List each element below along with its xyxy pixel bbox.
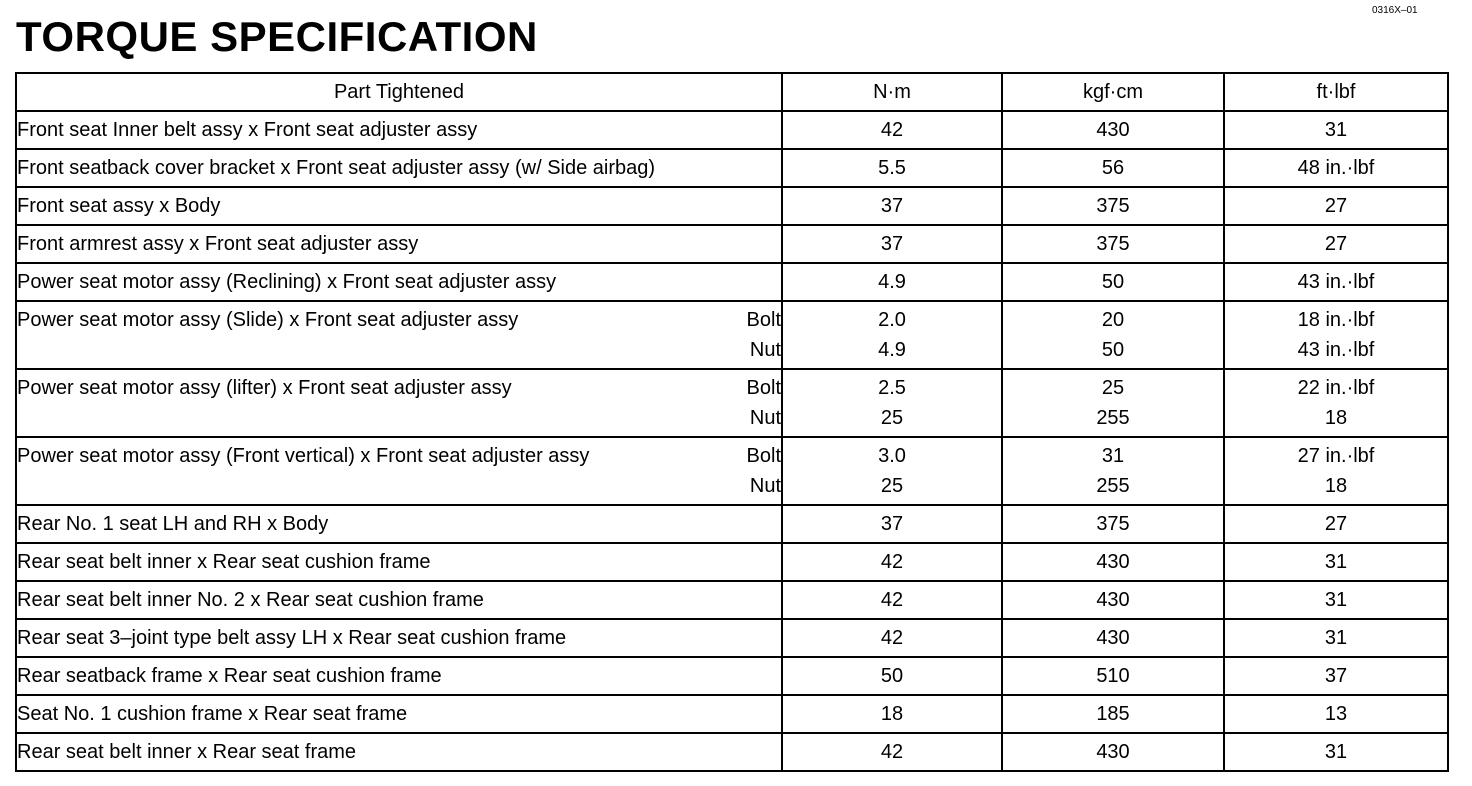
page-title: TORQUE SPECIFICATION (16, 13, 538, 60)
torque-nm-cell (782, 111, 1002, 149)
torque-kgf-cm-cell (1002, 369, 1224, 437)
part-tightened-cell (16, 111, 782, 149)
table-row (16, 187, 1448, 225)
torque-nm-value: 2.5 (878, 377, 906, 399)
torque-nm-cell (782, 505, 1002, 543)
torque-ft-lbf-value: 27 (1324, 513, 1348, 535)
torque-ft-lbf-cell (1224, 657, 1448, 695)
torque-nm-cell (782, 149, 1002, 187)
part-cell-content (17, 585, 781, 615)
torque-kgf-cm-cell (1002, 301, 1224, 369)
part-tightened-cell (16, 225, 782, 263)
table-row (16, 111, 1448, 149)
part-cell-content (17, 509, 781, 539)
torque-ft-lbf-value: 18 (1324, 475, 1348, 497)
part-tightened-text: Front seat Inner belt assy x Front seat adjuster assy (17, 119, 478, 141)
table-row (16, 437, 1448, 505)
part-tightened-cell (16, 187, 782, 225)
torque-ft-lbf-value: 37 (1324, 665, 1348, 687)
torque-nm-value: 25 (880, 407, 904, 429)
part-cell-content (17, 373, 781, 433)
torque-kgf-cm-value: 430 (1096, 551, 1130, 573)
part-tightened-cell (16, 619, 782, 657)
torque-kgf-cm-value: 185 (1096, 703, 1130, 725)
torque-ft-lbf-cell (1224, 619, 1448, 657)
torque-kgf-cm-value: 56 (1101, 157, 1125, 179)
torque-ft-lbf-value: 13 (1324, 703, 1348, 725)
torque-ft-lbf-value: 31 (1324, 627, 1348, 649)
document-code: 0316X–01 (1372, 5, 1418, 16)
header-newton-meter: N·m (782, 73, 1002, 111)
fastener-label: Bolt (746, 377, 781, 399)
part-cell-content (17, 115, 781, 145)
torque-nm-value: 18 (880, 703, 904, 725)
torque-kgf-cm-cell (1002, 187, 1224, 225)
torque-nm-value: 2.0 (878, 309, 906, 331)
torque-nm-cell (782, 581, 1002, 619)
part-tightened-text: Power seat motor assy (Reclining) x Front seat adjuster assy (17, 271, 557, 293)
fastener-label: Bolt (746, 445, 781, 467)
table-row (16, 581, 1448, 619)
torque-ft-lbf-cell (1224, 301, 1448, 369)
fastener-label: Nut (749, 475, 781, 497)
torque-kgf-cm-cell (1002, 505, 1224, 543)
fastener-label: Nut (749, 407, 781, 429)
torque-nm-value: 4.9 (878, 339, 906, 361)
part-cell-content (17, 153, 781, 183)
part-tightened-text: Rear seatback frame x Rear seat cushion frame (17, 665, 442, 687)
part-tightened-text: Rear seat belt inner x Rear seat frame (17, 741, 357, 763)
torque-kgf-cm-cell (1002, 225, 1224, 263)
part-tightened-text: Front seat assy x Body (17, 195, 221, 217)
torque-ft-lbf-cell (1224, 505, 1448, 543)
torque-nm-value: 37 (880, 513, 904, 535)
part-cell-content (17, 267, 781, 297)
torque-kgf-cm-value: 20 (1101, 309, 1125, 331)
torque-nm-cell (782, 437, 1002, 505)
part-tightened-cell (16, 301, 782, 369)
torque-nm-value: 37 (880, 233, 904, 255)
part-tightened-cell (16, 263, 782, 301)
part-tightened-cell (16, 581, 782, 619)
fastener-list (747, 441, 781, 501)
torque-kgf-cm-cell (1002, 695, 1224, 733)
part-tightened-cell (16, 543, 782, 581)
table-row (16, 733, 1448, 771)
torque-nm-cell (782, 619, 1002, 657)
part-tightened-cell (16, 733, 782, 771)
torque-kgf-cm-value: 430 (1096, 119, 1130, 141)
torque-ft-lbf-cell (1224, 543, 1448, 581)
torque-ft-lbf-value: 22 in.·lbf (1297, 377, 1375, 399)
torque-ft-lbf-cell (1224, 369, 1448, 437)
torque-ft-lbf-value: 27 (1324, 233, 1348, 255)
part-tightened-cell (16, 437, 782, 505)
header-part-tightened: Part Tightened (16, 73, 782, 111)
table-row (16, 543, 1448, 581)
torque-nm-value: 42 (880, 119, 904, 141)
part-tightened-cell (16, 505, 782, 543)
torque-nm-cell (782, 369, 1002, 437)
torque-kgf-cm-value: 255 (1096, 475, 1130, 497)
torque-ft-lbf-value: 27 in.·lbf (1297, 445, 1375, 467)
torque-ft-lbf-value: 43 in.·lbf (1297, 339, 1375, 361)
torque-nm-cell (782, 187, 1002, 225)
part-tightened-cell (16, 369, 782, 437)
fastener-list (747, 305, 781, 365)
torque-ft-lbf-value: 31 (1324, 741, 1348, 763)
torque-kgf-cm-cell (1002, 581, 1224, 619)
part-tightened-text: Rear seat belt inner x Rear seat cushion frame (17, 551, 431, 573)
torque-nm-cell (782, 225, 1002, 263)
torque-ft-lbf-cell (1224, 225, 1448, 263)
torque-ft-lbf-cell (1224, 695, 1448, 733)
part-tightened-text: Rear No. 1 seat LH and RH x Body (17, 513, 329, 535)
part-tightened-text: Front seatback cover bracket x Front seat adjuster assy (w/ Side airbag) (17, 157, 656, 179)
torque-ft-lbf-cell (1224, 111, 1448, 149)
part-tightened-cell (16, 149, 782, 187)
part-tightened-text: Power seat motor assy (Slide) x Front seat adjuster assy (17, 309, 519, 331)
torque-kgf-cm-value: 375 (1096, 233, 1130, 255)
torque-ft-lbf-value: 31 (1324, 119, 1348, 141)
part-cell-content (17, 191, 781, 221)
torque-table (15, 72, 1449, 772)
table-row (16, 619, 1448, 657)
table-row (16, 263, 1448, 301)
torque-kgf-cm-cell (1002, 619, 1224, 657)
torque-nm-value: 4.9 (878, 271, 906, 293)
torque-kgf-cm-value: 510 (1096, 665, 1130, 687)
torque-kgf-cm-value: 375 (1096, 195, 1130, 217)
torque-nm-value: 42 (880, 627, 904, 649)
torque-kgf-cm-cell (1002, 543, 1224, 581)
table-row (16, 657, 1448, 695)
fastener-list (747, 373, 781, 433)
table-row (16, 695, 1448, 733)
table-row (16, 369, 1448, 437)
part-tightened-cell (16, 657, 782, 695)
torque-ft-lbf-cell (1224, 437, 1448, 505)
torque-ft-lbf-value: 31 (1324, 589, 1348, 611)
part-tightened-text: Seat No. 1 cushion frame x Rear seat frame (17, 703, 408, 725)
torque-nm-cell (782, 695, 1002, 733)
torque-ft-lbf-value: 18 in.·lbf (1297, 309, 1375, 331)
header-kgf-cm: kgf·cm (1002, 73, 1224, 111)
part-tightened-text: Power seat motor assy (lifter) x Front seat adjuster assy (17, 377, 512, 399)
torque-nm-cell (782, 263, 1002, 301)
torque-ft-lbf-cell (1224, 581, 1448, 619)
torque-nm-value: 25 (880, 475, 904, 497)
part-tightened-text: Power seat motor assy (Front vertical) x Front seat adjuster assy (17, 445, 590, 467)
torque-kgf-cm-cell (1002, 437, 1224, 505)
part-cell-content (17, 737, 781, 767)
torque-kgf-cm-value: 430 (1096, 589, 1130, 611)
torque-nm-value: 5.5 (878, 157, 906, 179)
part-cell-content (17, 229, 781, 259)
fastener-label: Bolt (746, 309, 781, 331)
torque-nm-value: 3.0 (878, 445, 906, 467)
part-tightened-text: Rear seat 3–joint type belt assy LH x Rear seat cushion frame (17, 627, 567, 649)
torque-kgf-cm-value: 31 (1101, 445, 1125, 467)
part-cell-content (17, 623, 781, 653)
header-ft-lbf: ft·lbf (1224, 73, 1448, 111)
torque-kgf-cm-cell (1002, 657, 1224, 695)
torque-ft-lbf-value: 27 (1324, 195, 1348, 217)
part-tightened-text: Rear seat belt inner No. 2 x Rear seat cushion frame (17, 589, 484, 611)
torque-nm-cell (782, 733, 1002, 771)
torque-ft-lbf-cell (1224, 187, 1448, 225)
torque-nm-cell (782, 301, 1002, 369)
torque-kgf-cm-value: 50 (1101, 271, 1125, 293)
table-row (16, 225, 1448, 263)
part-tightened-text: Front armrest assy x Front seat adjuster assy (17, 233, 419, 255)
torque-ft-lbf-value: 43 in.·lbf (1297, 271, 1375, 293)
torque-kgf-cm-value: 375 (1096, 513, 1130, 535)
torque-kgf-cm-value: 25 (1101, 377, 1125, 399)
fastener-label: Nut (749, 339, 781, 361)
torque-ft-lbf-cell (1224, 149, 1448, 187)
table-row (16, 505, 1448, 543)
part-cell-content (17, 305, 781, 365)
torque-kgf-cm-cell (1002, 263, 1224, 301)
torque-kgf-cm-cell (1002, 733, 1224, 771)
torque-kgf-cm-value: 50 (1101, 339, 1125, 361)
torque-ft-lbf-value: 48 in.·lbf (1297, 157, 1375, 179)
part-cell-content (17, 547, 781, 577)
torque-nm-value: 42 (880, 589, 904, 611)
torque-nm-value: 42 (880, 551, 904, 573)
torque-ft-lbf-value: 31 (1324, 551, 1348, 573)
torque-nm-value: 42 (880, 741, 904, 763)
table-header-row (16, 73, 1448, 111)
torque-nm-value: 37 (880, 195, 904, 217)
part-tightened-cell (16, 695, 782, 733)
torque-ft-lbf-cell (1224, 263, 1448, 301)
torque-kgf-cm-value: 430 (1096, 741, 1130, 763)
torque-kgf-cm-value: 430 (1096, 627, 1130, 649)
torque-nm-cell (782, 657, 1002, 695)
part-cell-content (17, 699, 781, 729)
table-row (16, 301, 1448, 369)
table-body (16, 111, 1448, 771)
torque-kgf-cm-value: 255 (1096, 407, 1130, 429)
part-cell-content (17, 441, 781, 501)
torque-ft-lbf-value: 18 (1324, 407, 1348, 429)
torque-kgf-cm-cell (1002, 149, 1224, 187)
torque-nm-value: 50 (880, 665, 904, 687)
torque-nm-cell (782, 543, 1002, 581)
torque-ft-lbf-cell (1224, 733, 1448, 771)
table-row (16, 149, 1448, 187)
torque-kgf-cm-cell (1002, 111, 1224, 149)
part-cell-content (17, 661, 781, 691)
